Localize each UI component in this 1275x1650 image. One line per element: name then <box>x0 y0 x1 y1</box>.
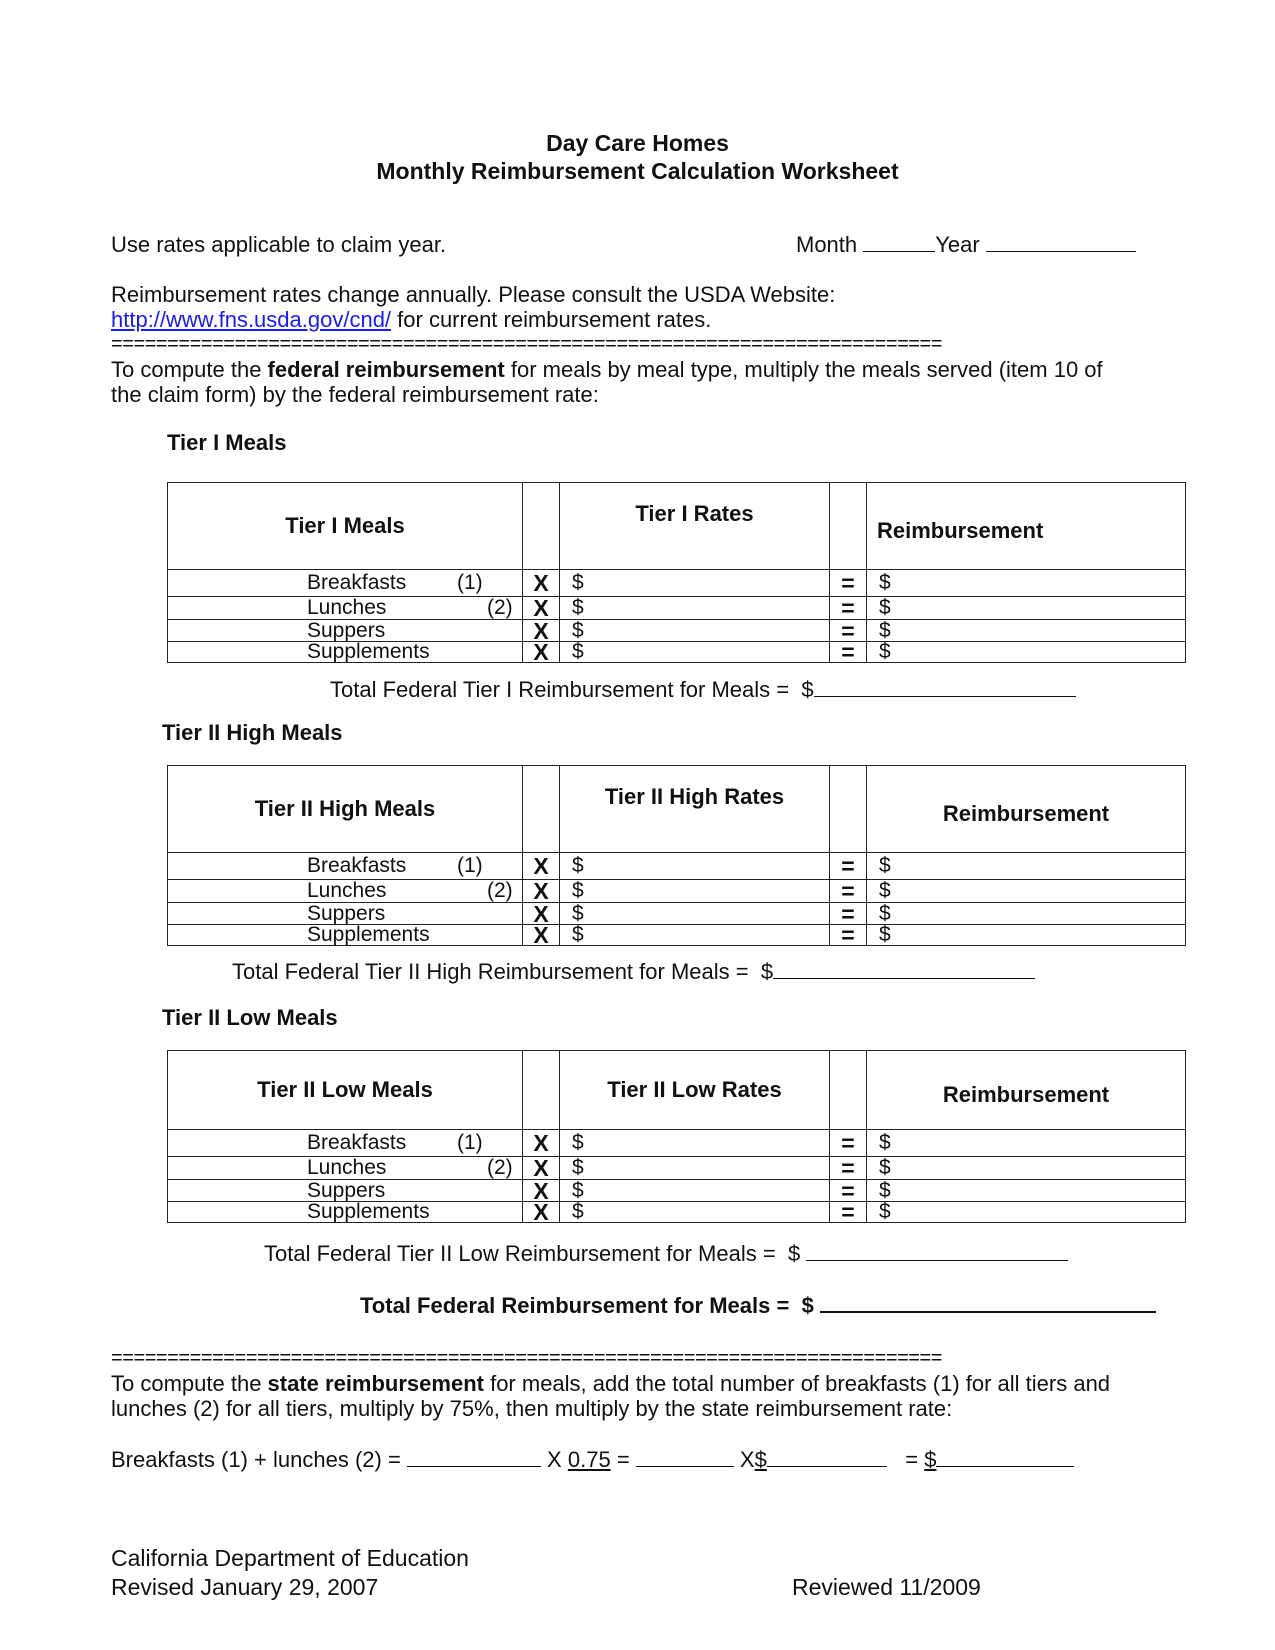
meal-name: Suppers <box>168 903 523 925</box>
table-row <box>168 1202 1186 1223</box>
table-row <box>168 597 1186 620</box>
equals-sign: = <box>616 1447 630 1472</box>
rate-cell[interactable]: $ <box>560 642 830 663</box>
col-header-eq <box>830 766 867 853</box>
reimbursement-cell[interactable]: $ <box>867 853 1186 880</box>
col-header-op <box>523 1051 560 1130</box>
equals-sign: = <box>830 1202 867 1223</box>
times-sign: X <box>523 1130 560 1157</box>
times-sign: X <box>523 642 560 663</box>
times-sign: X <box>547 1447 562 1472</box>
total-label: Total Federal Tier I Reimbursement for Meals = <box>330 677 790 702</box>
state-rate-blank[interactable] <box>767 1448 887 1467</box>
adjusted-count-blank[interactable] <box>636 1448 734 1467</box>
times-sign: X <box>739 1447 755 1472</box>
rate-cell[interactable]: $ <box>560 1157 830 1180</box>
times-sign: X <box>523 1180 560 1202</box>
rate-cell[interactable]: $ <box>560 570 830 597</box>
meal-name: Supplements <box>168 925 523 946</box>
federal-bold: federal reimbursement <box>267 357 505 382</box>
year-label: Year <box>935 232 980 257</box>
meal-number: (2) <box>487 1156 513 1179</box>
meal-name: Supplements <box>168 642 523 663</box>
rate-cell[interactable]: $ <box>560 925 830 946</box>
rates-change-note: Reimbursement rates change annually. Please consult the USDA Website: <box>111 282 836 307</box>
total-tier2-high <box>232 959 1035 985</box>
times-sign: X <box>523 570 560 597</box>
reimbursement-cell[interactable]: $ <box>867 642 1186 663</box>
equals-sign: = <box>830 853 867 880</box>
state-bold: state reimbursement <box>267 1371 484 1396</box>
table-row <box>168 620 1186 642</box>
meal-number: (2) <box>487 879 513 902</box>
reimbursement-cell[interactable]: $ <box>867 880 1186 903</box>
table-row <box>168 1180 1186 1202</box>
tier2-high-table <box>167 765 1186 946</box>
times-sign: X <box>523 853 560 880</box>
times-sign: X <box>523 880 560 903</box>
meal-name: Breakfasts <box>307 854 407 877</box>
federal-instructions <box>111 357 1103 383</box>
col-header-rates: Tier I Rates <box>560 483 830 570</box>
total-currency: $ <box>801 677 814 702</box>
meal-number: (1) <box>457 1131 483 1154</box>
col-header-eq <box>830 1051 867 1130</box>
equals-sign: = <box>830 620 867 642</box>
col-header-op <box>523 483 560 570</box>
state-total-blank[interactable] <box>936 1448 1074 1467</box>
equals-sign: = <box>830 597 867 620</box>
rate-cell[interactable]: $ <box>560 1180 830 1202</box>
table-row <box>168 1130 1186 1157</box>
total-label: Total Federal Tier II Low Reimbursement for Meals = <box>264 1241 776 1266</box>
state-pre: To compute the <box>111 1371 268 1396</box>
equals-sign: = <box>830 903 867 925</box>
page-subtitle: Monthly Reimbursement Calculation Worksheet <box>376 158 899 184</box>
meal-name: Lunches <box>307 596 387 619</box>
col-header-rates: Tier II Low Rates <box>560 1051 830 1130</box>
total-blank[interactable] <box>806 1242 1068 1261</box>
col-header-meals: Tier II Low Meals <box>168 1051 523 1130</box>
total-currency: $ <box>787 1241 801 1266</box>
state-total-currency: $ <box>924 1447 937 1472</box>
month-year-fields <box>796 232 1136 258</box>
meal-number: (1) <box>457 854 483 877</box>
separator-line: ========================================================================== <box>111 333 942 355</box>
state-instructions <box>111 1371 1110 1397</box>
meal-name: Suppers <box>168 620 523 642</box>
section-heading-tier1: Tier I Meals <box>167 430 287 455</box>
separator-line: ========================================================================== <box>111 1347 942 1369</box>
rate-cell[interactable]: $ <box>560 597 830 620</box>
times-sign: X <box>523 620 560 642</box>
grand-total-currency: $ <box>801 1293 814 1318</box>
equals-sign: = <box>905 1447 919 1472</box>
federal-post: for meals by meal type, multiply the meals served (item 10 of <box>504 357 1103 382</box>
total-tier1 <box>330 677 1076 703</box>
factor-value: 0.75 <box>567 1447 611 1472</box>
meal-name: Lunches <box>307 1156 387 1179</box>
total-blank[interactable] <box>773 960 1035 979</box>
section-heading-tier2-high: Tier II High Meals <box>162 720 343 745</box>
col-header-rates: Tier II High Rates <box>560 766 830 853</box>
rate-cell[interactable]: $ <box>560 1130 830 1157</box>
federal-instructions-line2: the claim form) by the federal reimbursement rate: <box>111 382 599 407</box>
tier1-table <box>167 482 1186 663</box>
table-row <box>168 880 1186 903</box>
equals-sign: = <box>830 880 867 903</box>
reimbursement-cell[interactable]: $ <box>867 1180 1186 1202</box>
rate-cell[interactable]: $ <box>560 903 830 925</box>
total-label: Total Federal Tier II High Reimbursement for Meals = <box>232 959 749 984</box>
usda-link[interactable]: http://www.fns.usda.gov/cnd/ <box>111 307 392 332</box>
table-row <box>168 1157 1186 1180</box>
col-header-meals: Tier II High Meals <box>168 766 523 853</box>
times-sign: X <box>523 903 560 925</box>
total-blank[interactable] <box>814 678 1076 697</box>
table-row <box>168 903 1186 925</box>
meal-name: Supplements <box>168 1202 523 1223</box>
col-header-meals: Tier I Meals <box>168 483 523 570</box>
col-header-reimbursement: Reimbursement <box>867 1051 1186 1130</box>
federal-pre: To compute the <box>111 357 268 382</box>
formula-start: Breakfasts (1) + lunches (2) = <box>111 1447 401 1472</box>
meal-name: Breakfasts <box>307 571 407 594</box>
use-rates-note: Use rates applicable to claim year. <box>111 232 447 257</box>
equals-sign: = <box>830 642 867 663</box>
state-post: for meals, add the total number of breakfasts (1) for all tiers and <box>483 1371 1111 1396</box>
state-formula <box>111 1447 1074 1473</box>
meal-name: Suppers <box>168 1180 523 1202</box>
month-label: Month <box>796 232 858 257</box>
footer-reviewed: Reviewed 11/2009 <box>792 1574 981 1600</box>
footer-revised: Revised January 29, 2007 <box>111 1574 379 1600</box>
total-tier2-low <box>264 1241 1068 1267</box>
reimbursement-cell[interactable]: $ <box>867 903 1186 925</box>
reimbursement-cell[interactable]: $ <box>867 1202 1186 1223</box>
table-row <box>168 853 1186 880</box>
equals-sign: = <box>830 1130 867 1157</box>
tier2-low-table <box>167 1050 1186 1223</box>
state-rate-currency: $ <box>754 1447 767 1472</box>
usda-link-suffix: for current reimbursement rates. <box>391 307 712 332</box>
col-header-eq <box>830 483 867 570</box>
state-instructions-line2: lunches (2) for all tiers, multiply by 75%, then multiply by the state reimbursement rate: <box>111 1396 953 1421</box>
times-sign: X <box>523 925 560 946</box>
table-row <box>168 925 1186 946</box>
reimbursement-cell[interactable]: $ <box>867 1157 1186 1180</box>
reimbursement-cell[interactable]: $ <box>867 1130 1186 1157</box>
rate-cell[interactable]: $ <box>560 853 830 880</box>
times-sign: X <box>523 1157 560 1180</box>
times-sign: X <box>523 1202 560 1223</box>
breakfast-lunch-sum-blank[interactable] <box>407 1448 541 1467</box>
meal-name: Breakfasts <box>307 1131 407 1154</box>
equals-sign: = <box>830 1180 867 1202</box>
rate-cell[interactable]: $ <box>560 1202 830 1223</box>
col-header-reimbursement: Reimbursement <box>867 483 1186 570</box>
footer-department: California Department of Education <box>111 1545 469 1571</box>
grand-total <box>360 1293 1156 1319</box>
reimbursement-cell[interactable]: $ <box>867 925 1186 946</box>
times-sign: X <box>523 597 560 620</box>
section-heading-tier2-low: Tier II Low Meals <box>162 1005 338 1030</box>
rate-cell[interactable]: $ <box>560 880 830 903</box>
grand-total-label: Total Federal Reimbursement for Meals = <box>360 1293 790 1318</box>
col-header-op <box>523 766 560 853</box>
total-currency: $ <box>760 959 774 984</box>
table-row <box>168 642 1186 663</box>
table-row <box>168 570 1186 597</box>
col-header-reimbursement: Reimbursement <box>867 766 1186 853</box>
month-blank[interactable] <box>863 233 935 252</box>
reimbursement-cell[interactable]: $ <box>867 570 1186 597</box>
equals-sign: = <box>830 1157 867 1180</box>
equals-sign: = <box>830 925 867 946</box>
meal-number: (2) <box>487 596 513 619</box>
rate-cell[interactable]: $ <box>560 620 830 642</box>
reimbursement-cell[interactable]: $ <box>867 597 1186 620</box>
reimbursement-cell[interactable]: $ <box>867 620 1186 642</box>
meal-number: (1) <box>457 571 483 594</box>
usda-link-line <box>111 307 711 333</box>
equals-sign: = <box>830 570 867 597</box>
grand-total-blank[interactable] <box>820 1293 1156 1313</box>
meal-name: Lunches <box>307 879 387 902</box>
page-title: Day Care Homes <box>546 130 729 156</box>
year-blank[interactable] <box>986 233 1136 252</box>
